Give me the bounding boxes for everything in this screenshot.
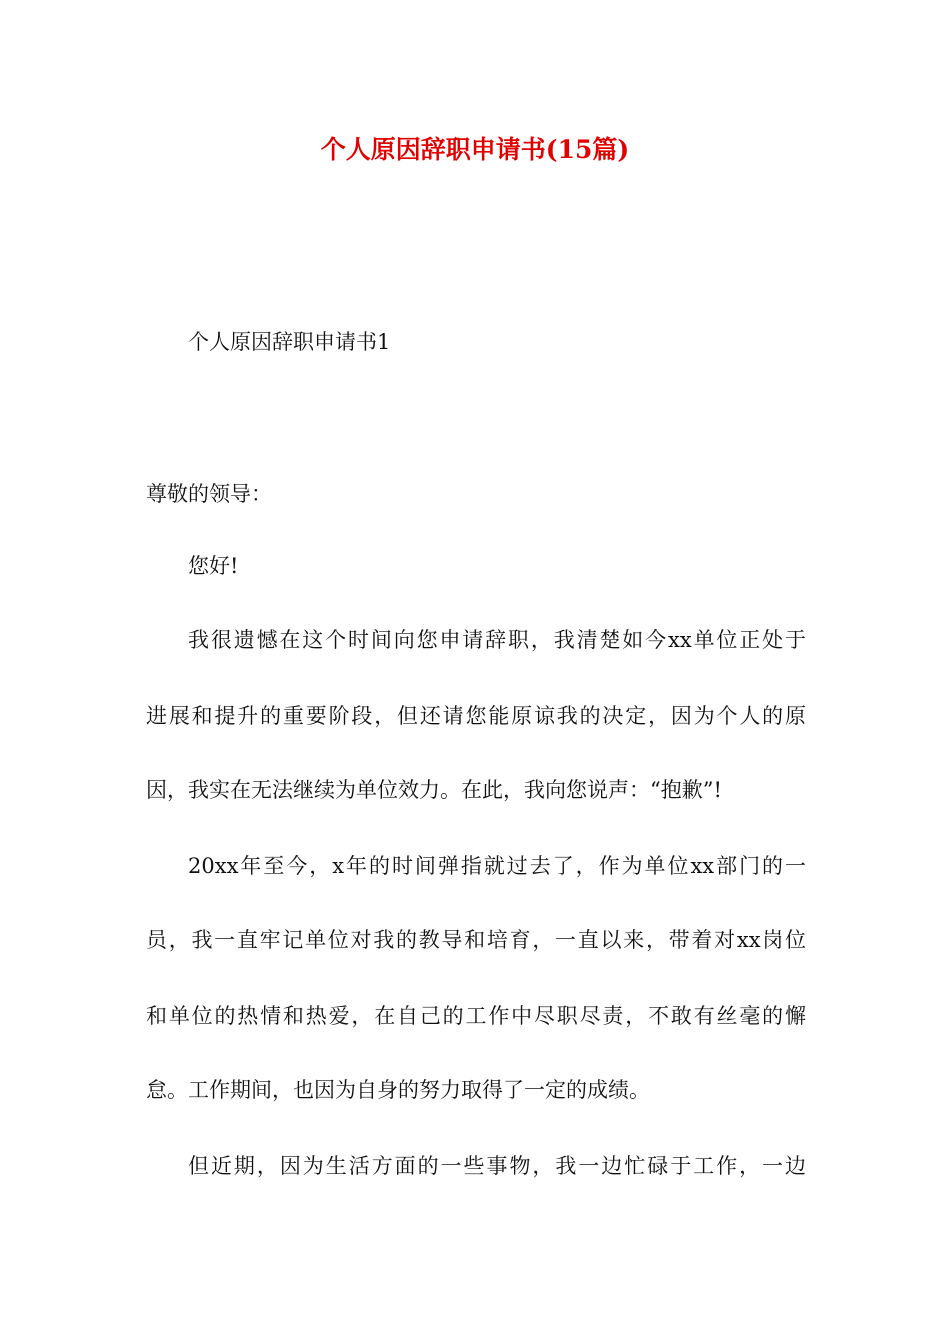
- paragraph-line: 进展和提升的重要阶段，但还请您能原谅我的决定，因为个人的原: [146, 704, 806, 728]
- document-title: 个人原因辞职申请书(15篇): [320, 135, 630, 164]
- paragraph-line: 我很遗憾在这个时间向您申请辞职，我清楚如今xx单位正处于: [188, 628, 806, 652]
- salutation: 尊敬的领导：: [146, 482, 272, 506]
- paragraph-line: 因，我实在无法继续为单位效力。在此，我向您说声：“抱歉”!: [146, 778, 722, 802]
- paragraph-line: 20xx年至今，x年的时间弹指就过去了，作为单位xx部门的一: [188, 854, 806, 878]
- greeting: 您好!: [188, 554, 239, 578]
- paragraph-line: 但近期，因为生活方面的一些事物，我一边忙碌于工作，一边: [188, 1154, 806, 1178]
- paragraph-line: 员，我一直牢记单位对我的教导和培育，一直以来，带着对xx岗位: [146, 928, 806, 952]
- section-heading: 个人原因辞职申请书1: [188, 330, 391, 354]
- paragraph-line: 和单位的热情和热爱，在自己的工作中尽职尽责，不敢有丝毫的懈: [146, 1004, 806, 1028]
- paragraph-line: 怠。工作期间，也因为自身的努力取得了一定的成绩。: [146, 1078, 650, 1102]
